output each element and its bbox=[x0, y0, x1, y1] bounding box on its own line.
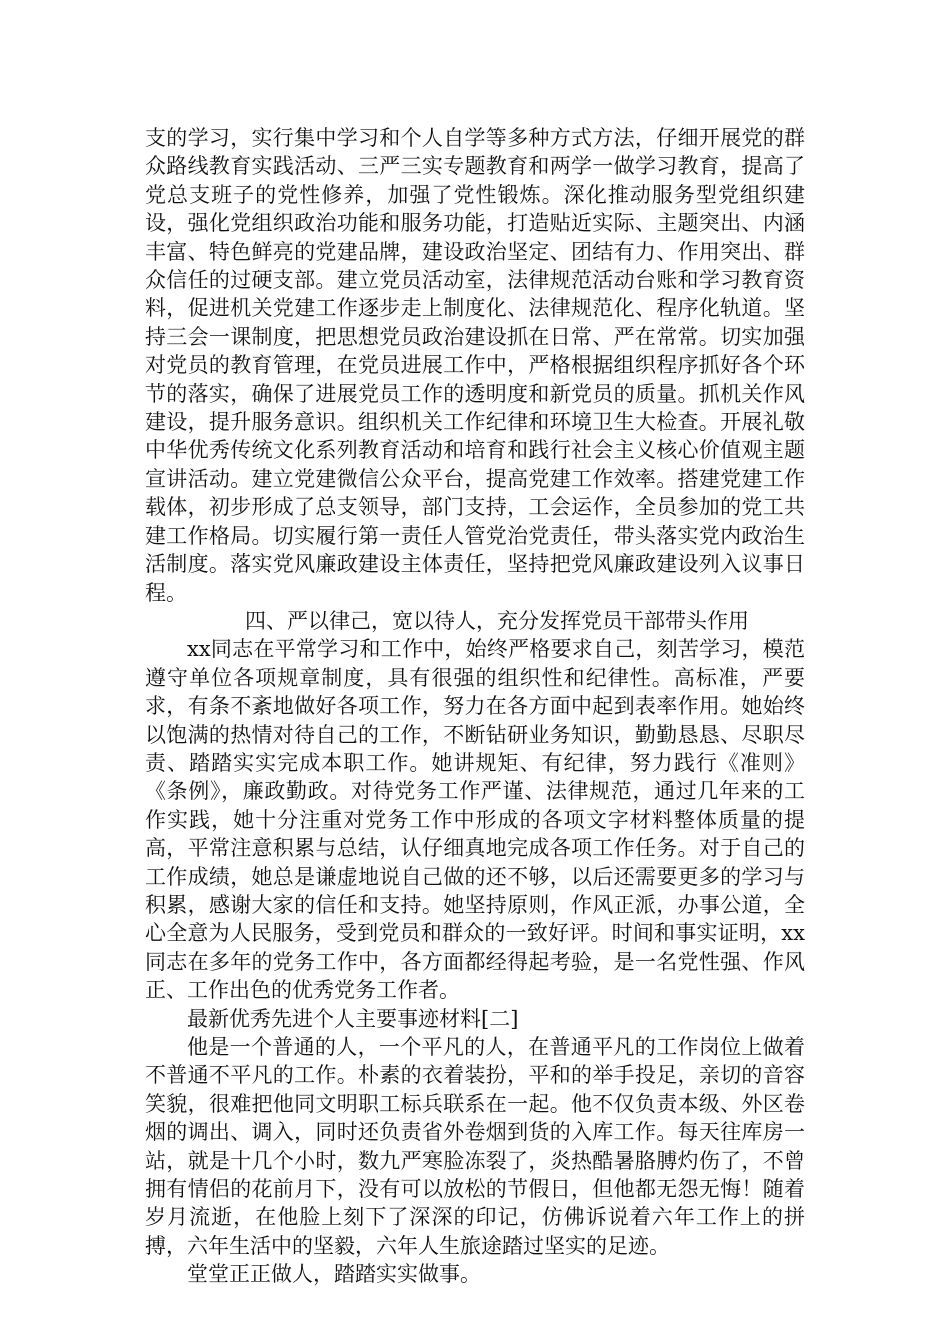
document-title-2: 最新优秀先进个人主要事迹材料[二] bbox=[187, 1006, 519, 1031]
body-paragraph-2: xx同志在平常学习和工作中，始终严格要求自己，刻苦学习，模范遵守单位各项规章制度，具有很强的组织性和纪律性。高标准，严要求，有条不紊地做好各项工作，努力在各方面中起到表率作用。她始终以饱满的热情对待自己的工作，不断钻研业务知识，勤勤恳恳、尽职尽责、踏踏实实完成本职工作。她讲规矩、有纪律，努力践行《准则》《条例》，廉政勤政。对待党务工作严谨、法律规范，通过几年来的工作实践，她十分注重对党务工作中形成的各项文字材料整体质量的提高，平常注意积累与总结，认仔细真地完成各项工作任务。对于自己的工作成绩，她总是谦虚地说自己做的还不够，以后还需要更多的学习与积累，感谢大家的信任和支持。她坚持原则，作风正派，办事公道，全心全意为人民服务，受到党员和群众的一致好评。时间和事实证明，xx同志在多年的党务工作中，各方面都经得起考验，是一名党性强、作风正、工作出色的优秀党务工作者。 bbox=[145, 637, 805, 1003]
body-paragraph-3: 他是一个普通的人，一个平凡的人，在普通平凡的工作岗位上做着不普通不平凡的工作。朴素的衣着装扮，平和的举手投足，亲切的音容笑貌，很难把他同文明职工标兵联系在一起。他不仅负责本级、外区卷烟的调出、调入，同时还负责省外卷烟到货的入库工作。每天往库房一站，就是十几个小时，数九严寒脸冻裂了，炎热酷暑胳膊灼伤了，不曾拥有情侣的花前月下，没有可以放松的节假日，但他都无怨无悔！随着岁月流逝，在他脸上刻下了深深的印记，仿佛诉说着六年工作上的拼搏，六年生活中的坚毅，六年人生旅途踏过坚实的足迹。 bbox=[145, 1035, 805, 1258]
body-paragraph-4: 堂堂正正做人，踏踏实实做事。 bbox=[187, 1262, 481, 1287]
body-paragraph-1: 支的学习，实行集中学习和个人自学等多种方式方法，仔细开展党的群众路线教育实践活动、三严三实专题教育和两学一做学习教育，提高了党总支班子的党性修养，加强了党性锻炼。深化推动服务型党组织建设，强化党组织政治功能和服务功能，打造贴近实际、主题突出、内涵丰富、特色鲜亮的党建品牌，建设政治坚定、团结有力、作用突出、群众信任的过硬支部。建立党员活动室，法律规范活动台账和学习教育资料，促进机关党建工作逐步走上制度化、法律规范化、程序化轨道。坚持三会一课制度，把思想党员政治建设抓在日常、严在常常。切实加强对党员的教育管理，在党员进展工作中，严格根据组织程序抓好各个环节的落实，确保了进展党员工作的透明度和新党员的质量。抓机关作风建设，提升服务意识。组织机关工作纪律和环境卫生大检查。开展礼敬中华优秀传统文化系列教育活动和培育和践行社会主义核心价值观主题宣讲活动。建立党建微信公众平台，提高党建工作效率。搭建党建工作载体，初步形成了总支领导，部门支持，工会运作，全员参加的党工共建工作格局。切实履行第一责任人管党治党责任，带头落实党内政治生活制度。落实党风廉政建设主体责任，坚持把党风廉政建设列入议事日程。 bbox=[145, 126, 805, 605]
section-heading-4: 四、严以律己，宽以待人，充分发挥党员干部带头作用 bbox=[245, 608, 749, 633]
document-page bbox=[145, 124, 805, 1289]
